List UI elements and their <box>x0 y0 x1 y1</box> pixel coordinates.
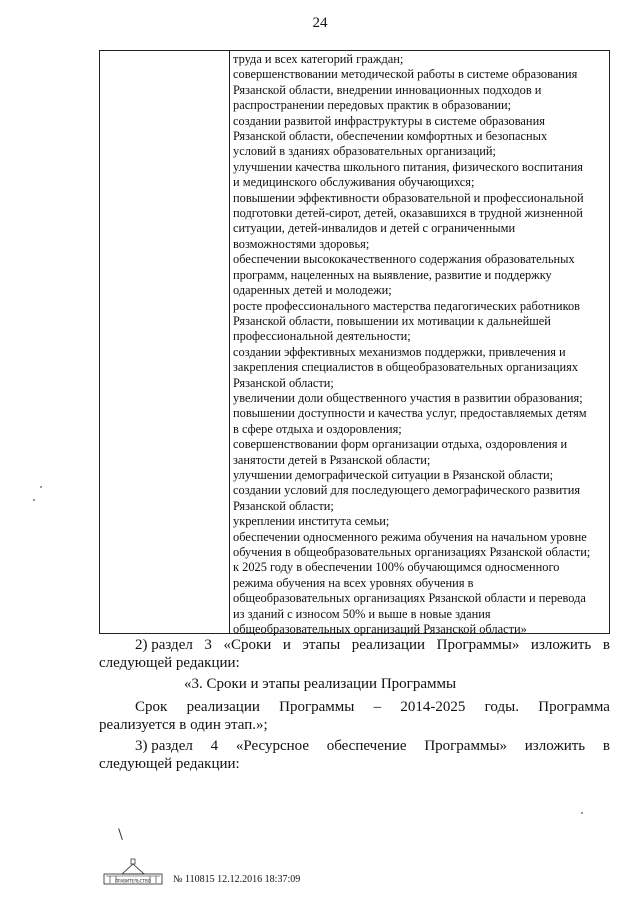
paragraph-word: Программы» <box>424 738 508 754</box>
paragraph-word: 2014-2025 <box>400 699 466 715</box>
table-right-cell <box>233 52 607 637</box>
scan-speck <box>40 486 42 488</box>
table-cell-line: одаренных детей и молодежи; <box>233 283 392 298</box>
government-building-stamp-icon <box>102 858 164 886</box>
paragraph-word: 3) раздел <box>135 738 193 754</box>
table-cell-line: Рязанской области, внедрении инновационных подходов и <box>233 82 542 97</box>
table-cell-line: закрепления специалистов в общеобразовательных организациях <box>233 360 579 375</box>
paragraph-word: Программа <box>538 699 610 715</box>
paragraph-line: реализуется в один этап.»; <box>99 717 268 733</box>
table-cell-line: создании эффективных механизмов поддержки, привлечения и <box>233 344 566 359</box>
paragraph-word: 3 <box>204 637 212 653</box>
margin-tick-mark <box>118 828 124 840</box>
table-cell-line: Рязанской области; <box>233 375 334 390</box>
paragraph-section-3-amendment <box>99 636 610 672</box>
scan-speck <box>581 812 583 814</box>
table-cell-line: укреплении института семьи; <box>233 514 390 529</box>
table-cell-line: возможностями здоровья; <box>233 236 370 251</box>
table-cell-line: улучшении качества школьного питания, физического воспитания <box>233 159 583 174</box>
paragraph-word: «Ресурсное <box>235 738 309 754</box>
table-cell-line: занятости детей в Рязанской области; <box>233 452 431 467</box>
table-cell-line: повышении эффективности образовательной и профессиональной <box>233 190 584 205</box>
table-cell-line: улучшении демографической ситуации в Рязанской области; <box>233 467 554 482</box>
content-table <box>99 50 610 637</box>
table-cell-line: и медицинского обслуживания обучающихся; <box>233 175 475 190</box>
table-cell-line: подготовки детей-сирот, детей, оказавшихся в трудной жизненной <box>233 206 583 221</box>
paragraph-word: – <box>373 699 382 715</box>
table-cell-line: совершенствовании форм организации отдыха, оздоровления и <box>233 437 568 452</box>
page-number: 24 <box>312 15 328 31</box>
paragraph-word: изложить <box>530 637 592 653</box>
table-cell-line: увеличении доли общественного участия в развитии образования; <box>233 390 583 405</box>
table-cell-line: условий в зданиях образовательных организаций; <box>233 144 496 159</box>
paragraph-line: следующей редакции: <box>99 756 240 772</box>
table-cell-line: Рязанской области, повышении их мотивации к дальнейшей <box>233 313 551 328</box>
paragraph-program-term <box>99 698 610 734</box>
table-cell-line: общеобразовательных организаций Рязанской области» <box>233 622 527 637</box>
paragraph-word: 4 <box>210 738 219 754</box>
table-cell-line: повышении доступности и качества услуг, предоставляемых детям <box>233 406 587 421</box>
table-cell-line: обеспечении односменного режима обучения на начальном уровне <box>233 529 587 544</box>
paragraph-word: обеспечение <box>326 738 407 754</box>
table-cell-line: ситуации, детей-инвалидов и детей с ограниченными <box>233 221 516 236</box>
paragraph-word: годы. <box>484 699 519 715</box>
table-cell-line: из зданий с износом 50% и выше в новые здания <box>233 606 491 621</box>
table-cell-line: в сфере отдыха и оздоровления; <box>233 421 402 436</box>
table-cell-line: программ, нацеленных на выявление, развитие и поддержку <box>233 267 552 282</box>
paragraph-word: в <box>602 738 610 754</box>
paragraph-word: этапы <box>302 637 341 653</box>
paragraph-line: следующей редакции: <box>99 655 240 671</box>
table-cell-line: режима обучения на всех уровнях обучения в <box>233 575 474 590</box>
paragraph-word: и <box>282 637 291 653</box>
paragraph-word: 2) раздел <box>135 637 193 653</box>
paragraph-word: Программы» <box>436 637 520 653</box>
table-cell-line: создании условий для последующего демографического развития <box>233 483 581 498</box>
document-registration-number: № 110815 12.12.2016 18:37:09 <box>173 874 301 885</box>
table-column-divider <box>229 51 230 633</box>
table-cell-line: профессиональной деятельности; <box>233 329 411 344</box>
paragraph-word: Срок <box>135 699 168 715</box>
paragraph-section-4-amendment <box>99 737 610 773</box>
paragraph-line <box>99 737 610 755</box>
paragraph-line <box>99 636 610 654</box>
table-cell-line: создании развитой инфраструктуры в системе образования <box>233 113 545 128</box>
table-cell-line: Рязанской области; <box>233 498 334 513</box>
paragraph-word: изложить <box>524 738 586 754</box>
paragraph-word: Программы <box>279 699 355 715</box>
paragraph-word: реализации <box>351 637 426 653</box>
table-cell-line: труда и всех категорий граждан; <box>233 52 404 66</box>
table-cell-line: совершенствовании методической работы в системе образования <box>233 67 578 82</box>
table-cell-line: Рязанской области, обеспечении комфортных и безопасных <box>233 129 548 144</box>
table-cell-line: общеобразовательных организациях Рязанской области и перевода <box>233 591 586 606</box>
paragraph-word: реализации <box>186 699 260 715</box>
paragraph-word: в <box>602 637 610 653</box>
table-cell-line: распространении передовых практик в образовании; <box>233 98 512 113</box>
paragraph-word: «Сроки <box>223 637 272 653</box>
table-cell-line: обеспечении высококачественного содержания образовательных <box>233 252 575 267</box>
document-footer <box>98 858 518 898</box>
section-heading: «3. Сроки и этапы реализации Программы <box>183 676 457 692</box>
table-cell-line: росте профессионального мастерства педагогических работников <box>233 298 581 313</box>
paragraph-line <box>99 698 610 716</box>
table-cell-line: обучения в общеобразовательных организациях Рязанской области; <box>233 545 591 559</box>
scan-speck <box>33 499 35 501</box>
table-cell-line: к 2025 году в обеспечении 100% обучающимся односменного <box>233 560 560 575</box>
stamp-caption: ПРАВИТЕЛЬСТВО <box>115 878 151 884</box>
